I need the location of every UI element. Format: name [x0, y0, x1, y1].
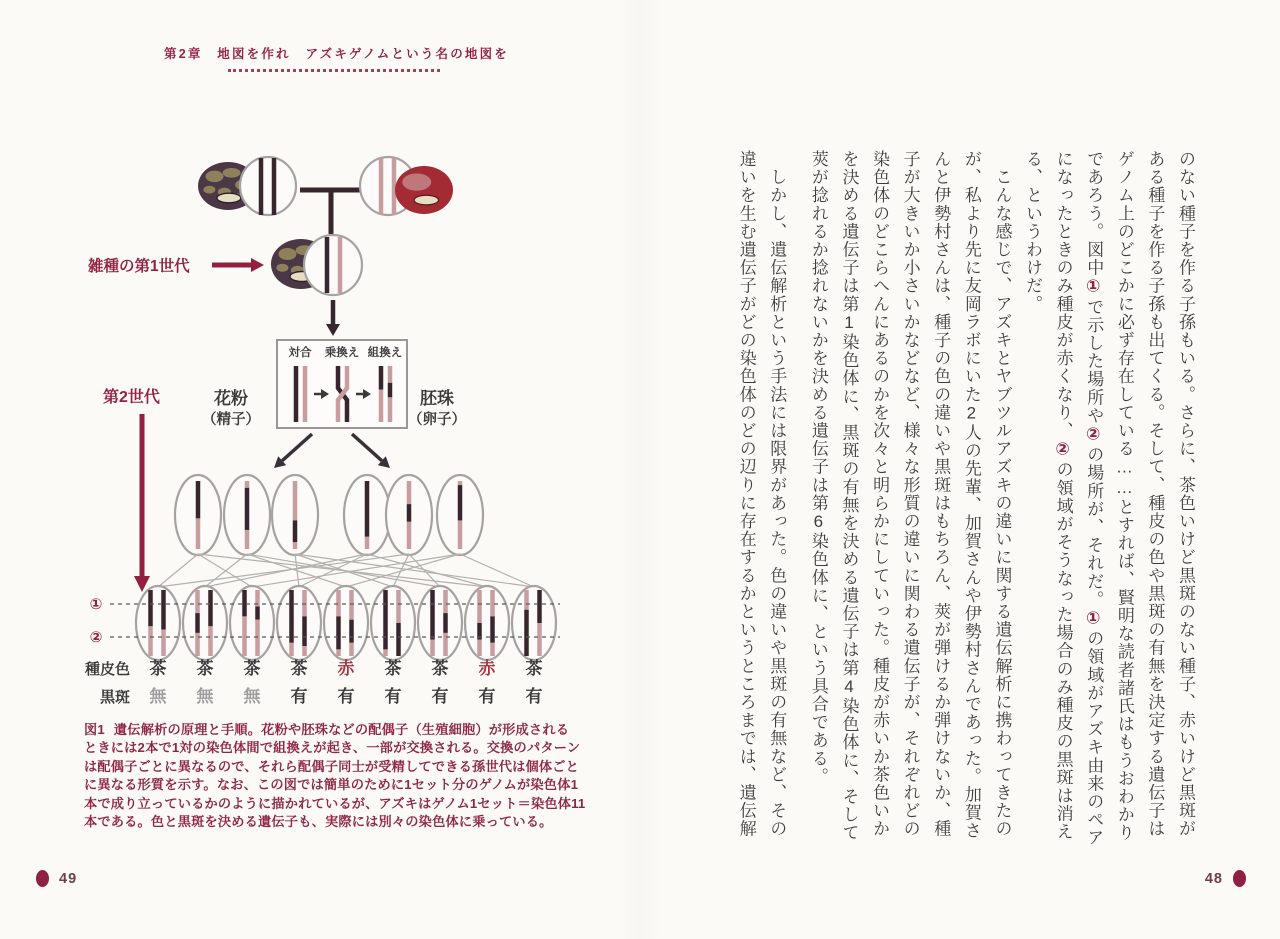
svg-text:茶: 茶: [196, 659, 214, 678]
chromosome-segment: [458, 520, 463, 549]
page-number-left: [36, 870, 77, 887]
chromosome-segment: [208, 590, 213, 626]
chromosome-segment: [259, 158, 264, 215]
chromosome-segment: [383, 590, 388, 649]
svg-text:有: 有: [290, 687, 308, 706]
text-column: 違いを生む遺伝子がどの染色体のどの辺りに存在するかというところまでは、遺伝解: [736, 150, 756, 838]
caption-line: に異なる形質を示す。なお、この図では簡単のために1セット分のゲノムが染色体1: [84, 777, 579, 793]
chromosome-segment: [379, 366, 384, 390]
chromosome-segment: [396, 623, 401, 656]
svg-text:赤: 赤: [337, 659, 355, 678]
chromosome-segment: [430, 640, 435, 657]
chromosome-segment: [272, 158, 277, 215]
text-column: る、というわけだ。: [1023, 150, 1043, 313]
chromosome-segment: [365, 481, 370, 537]
red-bean: [395, 166, 453, 214]
cell-circle: [512, 586, 556, 660]
chromosome-segment: [388, 383, 393, 398]
figure-caption: [84, 721, 586, 831]
text-column: のない種子を作る子孫もいる。さらに、茶色いけど黒斑のない種子、赤いけど黒斑が: [1176, 150, 1195, 838]
chromosome-segment: [537, 623, 542, 656]
chromosome-segment: [293, 520, 298, 542]
page-number: 48: [1204, 870, 1223, 887]
svg-text:有: 有: [337, 687, 355, 706]
chromosome-segment: [293, 542, 298, 549]
svg-text:有: 有: [384, 687, 402, 706]
figure-number-label: 図1: [84, 722, 105, 737]
chromosome-segment: [383, 649, 388, 656]
chromosome-segment: [325, 237, 330, 293]
chromosome-segment: [443, 590, 448, 613]
text-column: んと伊勢村さんは、種子の色の違いや黒斑はもちろん、莢が弾けるか弾けないか、種: [931, 150, 951, 838]
svg-text:有: 有: [431, 687, 449, 706]
text-column: しかし、遺伝解析という手法には限界があった。色の違いや黒斑の有無など、その: [767, 150, 787, 838]
chromosome-segment: [161, 630, 166, 656]
svg-text:対合: 対合: [288, 347, 312, 359]
text-column: 子が大きいか小さいかなどなど、様々な形質の違いに関わる遺伝子が、それぞれどの: [900, 150, 920, 838]
chromosome-segment: [336, 590, 341, 616]
chromosome-segment: [407, 504, 412, 522]
page-number: 49: [59, 870, 78, 887]
svg-text:茶: 茶: [431, 659, 449, 678]
chromosome-segment: [148, 626, 153, 656]
chromosome-segment: [524, 610, 529, 656]
caption-line: ときには2本で1対の染色体間で組換えが起き、一部が交換される。交換のパターン: [84, 740, 581, 756]
cross-links: [158, 554, 534, 587]
cell-circle: [371, 586, 415, 660]
chromosome-segment: [396, 590, 401, 623]
svg-text:雑種の第1世代: 雑種の第1世代: [88, 258, 190, 275]
chromosome-segment: [336, 616, 341, 649]
svg-text:種皮色: 種皮色: [84, 661, 130, 678]
chromosome-segment: [458, 481, 463, 485]
chromosome-segment: [443, 613, 448, 633]
chromosome-segment: [407, 481, 412, 504]
chromosome-segment: [477, 640, 482, 657]
chromosome-segment: [302, 646, 307, 656]
text-column: こんな感じで、アズキとヤブツルアズキの違いに関する遺伝解析に携わってきたの: [992, 150, 1012, 838]
chapter-header: [164, 44, 509, 72]
chromosome-segment: [336, 649, 341, 656]
chromosome-segment: [365, 537, 370, 549]
chromosome-segment: [338, 237, 343, 293]
chromosome-segment: [195, 590, 200, 613]
chromosome-segment: [293, 481, 298, 520]
text-column: 莢が捻れるか捻れないかを決める遺伝子は第6染色体に、という具合である。: [808, 150, 828, 786]
chromosome-segment: [388, 366, 393, 383]
chromosome-segment: [490, 643, 495, 656]
f1-hybrid: [88, 235, 362, 336]
chromosome-segment: [349, 643, 354, 656]
cell-circle: [240, 157, 296, 215]
svg-text:無: 無: [149, 687, 167, 706]
svg-text:茶: 茶: [149, 659, 167, 678]
chromosome-segment: [477, 590, 482, 623]
text-column: ある種子を作る子孫も出てくる。そして、種皮の色や黒斑の有無を決定する遺伝子は: [1145, 150, 1165, 838]
chapter-title: 第2章 地図を作れ アズキゲノムという名の地図を: [164, 47, 510, 61]
chromosome-segment: [379, 158, 384, 215]
svg-text:赤: 赤: [478, 659, 496, 678]
text-column: が、私より先に友岡ラボにいた2人の先輩、加賀さんや伊勢村さんであった。加賀さ: [961, 150, 981, 840]
chromosome-segment: [524, 590, 529, 610]
page-dot-icon: [36, 870, 49, 887]
chromosome-segment: [294, 366, 299, 422]
chromosome-segment: [161, 590, 166, 630]
parent-cross: [198, 157, 453, 234]
chromosome-segment: [255, 607, 260, 620]
cell-circle: [230, 586, 274, 660]
chromosome-segment: [242, 590, 247, 616]
svg-text:花粉: 花粉: [214, 389, 248, 408]
svg-text:茶: 茶: [384, 659, 402, 678]
chromosome-segment: [196, 518, 201, 549]
page-dot-icon: [1233, 870, 1246, 887]
chromosome-segment: [490, 616, 495, 642]
caption-line: は配偶子ごとに異なるので、それら配偶子同士が受精してできる孫世代は個体ごと: [84, 758, 580, 774]
svg-text:（精子）: （精子）: [202, 412, 260, 428]
text-column: になったときのみ種皮が赤くなり、②の領域がそうなった場合のみ種皮の黒斑は消え: [1053, 150, 1073, 841]
generation2-label: [103, 387, 161, 592]
chromosome-segment: [407, 522, 412, 549]
chromosome-segment: [430, 590, 435, 640]
svg-text:無: 無: [243, 687, 261, 706]
svg-text:黒斑: 黒斑: [99, 689, 130, 706]
svg-text:（卵子）: （卵子）: [408, 412, 466, 428]
svg-text:有: 有: [525, 687, 543, 706]
chromosome-segment: [302, 616, 307, 646]
text-column: 染色体のどこらへんにあるのかを次々と明らかにしていった。種皮が赤いか茶色いか: [870, 150, 890, 838]
chromosome-segment: [245, 481, 250, 488]
cell-circle: [418, 586, 462, 660]
body-text: [730, 150, 1200, 850]
svg-text:組換え: 組換え: [367, 347, 403, 359]
chromosome-segment: [458, 485, 463, 520]
genetics-figure: [0, 140, 640, 720]
svg-text:茶: 茶: [290, 659, 308, 678]
chromosome-segment: [349, 620, 354, 643]
chromosome-segment: [443, 633, 448, 656]
chromosome-segment: [303, 366, 308, 422]
chromosome-segment: [245, 530, 250, 549]
svg-text:乗換え: 乗換え: [324, 347, 360, 359]
phenotype-rows: [84, 658, 543, 706]
gamete-circles: [175, 475, 483, 555]
cell-circle: [465, 586, 509, 660]
caption-line: [84, 721, 570, 739]
chromosome-segment: [289, 643, 294, 656]
chromosome-segment: [208, 626, 213, 656]
chromosome-segment: [302, 590, 307, 616]
chromosome-segment: [245, 488, 250, 530]
text-column: ゲノム上のどこかに必ず存在している……とすれば、賢明な読者諸氏はもうおわかり: [1114, 150, 1134, 842]
chromosome-segment: [195, 633, 200, 656]
caption-text: 遺伝解析の原理と手順。花粉や胚珠などの配偶子（生殖細胞）が形成される: [113, 722, 570, 737]
recombination-box: [277, 340, 407, 428]
chromosome-segment: [242, 616, 247, 656]
chromosome-segment: [379, 390, 384, 422]
cell-circle: [277, 586, 321, 660]
text-column: を決める遺伝子は第1染色体に、黒斑の有無を決める遺伝子は第4染色体に、そして: [839, 150, 859, 842]
text-column: であろう。図中①で示した場所や②の場所が、それだ。①の領域がアズキ由来のペア: [1084, 150, 1104, 847]
svg-text:無: 無: [196, 687, 214, 706]
chromosome-segment: [388, 397, 393, 422]
chromosome-segment: [490, 590, 495, 616]
chromosome-segment: [537, 590, 542, 623]
cell-circle: [183, 586, 227, 660]
caption-line: 本で成り立っているかのように描かれているが、アズキはゲノム1セット＝染色体11: [84, 795, 586, 811]
cell-circle: [324, 586, 368, 660]
page-number-right: [1205, 870, 1246, 887]
chromosome-segment: [289, 590, 294, 643]
chromosome-segment: [349, 590, 354, 620]
dotted-rule: [228, 69, 440, 72]
cell-circle: [136, 586, 180, 660]
offspring-circles: [136, 586, 556, 660]
caption-line: 本である。色と黒斑を決める遺伝子も、実際には別々の染色体に乗っている。: [84, 814, 553, 830]
svg-text:茶: 茶: [243, 659, 261, 678]
svg-text:茶: 茶: [525, 659, 543, 678]
svg-text:①: ①: [89, 596, 103, 613]
svg-text:第2世代: 第2世代: [103, 389, 160, 406]
svg-text:有: 有: [478, 687, 496, 706]
chromosome-segment: [195, 613, 200, 633]
svg-text:②: ②: [89, 629, 103, 646]
svg-text:胚珠: 胚珠: [420, 389, 454, 408]
chromosome-segment: [196, 481, 201, 518]
chromosome-segment: [255, 620, 260, 656]
cell-circle: [304, 235, 362, 295]
chromosome-segment: [148, 590, 153, 626]
